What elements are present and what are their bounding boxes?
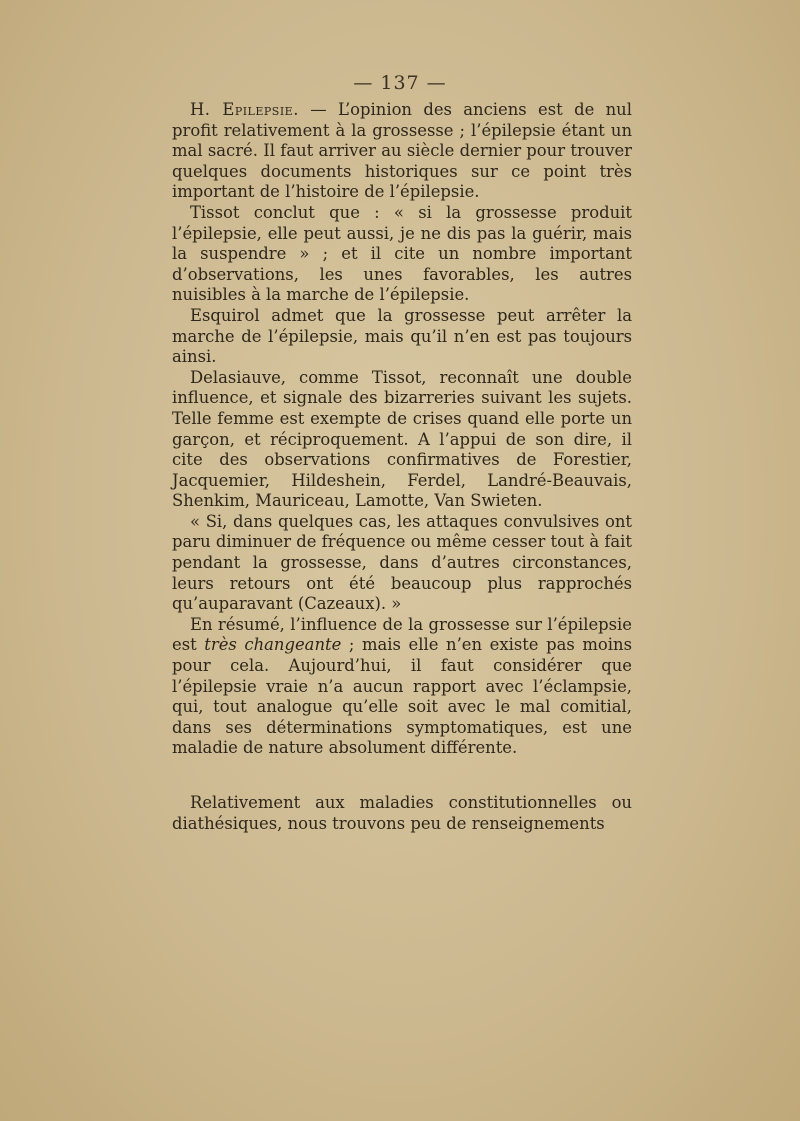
paragraph-cazeaux-quote: « Si, dans quelques cas, les attaques convulsives ont paru diminuer de fréquence ou même cesser tout à fait pendant la grossesse, dans d’autres circonstances, leurs retours ont été beaucoup plus rapprochés qu’auparavant (Cazeaux). » xyxy=(172,511,632,614)
paragraph-epilepsie xyxy=(172,100,632,203)
paragraph-delasiauve: Delasiauve, comme Tissot, reconnaît une double influence, et signale des bizarreries suivant les sujets. Telle femme est exempte de crises quand elle porte un garçon, et réciproquement. A l’appui de son dire, il cite des observations confirmatives de Forestier, Jacquemier, Hildeshein, Ferdel, Landré-Beauvais, Shenkim, Mauriceau, Lamotte, Van Swieten. xyxy=(172,367,632,511)
emphasis-text: très changeante xyxy=(204,635,342,655)
body-text xyxy=(172,100,632,834)
paragraph-resume-start: En résumé, l’influence de la grossesse sur l’épilepsie est xyxy=(172,614,632,655)
paragraph-diathesiques: Relativement aux maladies constitutionnelles ou diathésiques, nous trouvons peu de renseignements xyxy=(172,793,632,833)
paragraph-resume-end: ; mais elle n’en existe pas moins pour cela. Aujourd’hui, il faut considérer que l’épilepsie vraie n’a aucun rapport avec l’éclampsie, qui, tout analogue qu’elle soit avec le mal comitial, dans ses déterminations symptomatiques, est une maladie de nature absolument différente. xyxy=(172,635,632,758)
paragraph-esquirol: Esquirol admet que la grossesse peut arrêter la marche de l’épilepsie, mais qu’il n’en est pas toujours ainsi. xyxy=(172,305,632,367)
paragraph-resume xyxy=(172,615,632,759)
section-heading: H. Epilepsie. xyxy=(190,100,299,119)
paragraph-tissot: Tissot conclut que : « si la grossesse produit l’épilepsie, elle peut aussi, je ne dis pas la guérir, mais la suspendre » ; et il cite un nombre important d’observations, les unes favorables, les autres nuisibles à la marche de l’épilepsie. xyxy=(172,202,632,305)
page-number: — 137 — xyxy=(353,72,447,94)
paragraph-epilepsie-text: — L’opinion des anciens est de nul profit relativement à la grossesse ; l’épilepsie étant un mal sacré. Il faut arriver au siècle dernier pour trouver quelques documents historiques sur ce point très important de l’histoire de l’épilepsie. xyxy=(172,100,632,202)
